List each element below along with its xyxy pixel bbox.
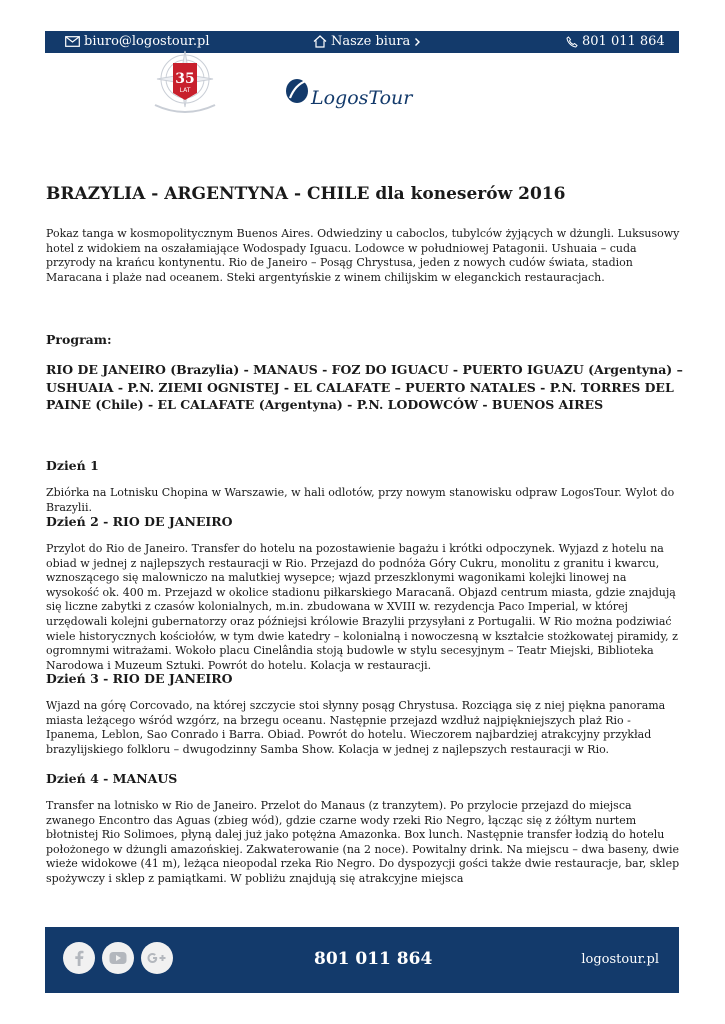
day-4-text: Transfer na lotnisko w Rio de Janeiro. Przelot do Manaus (z tranzytem). Po przylocie przejazd do miejsca zwanego Encontro das Aguas (zbieg wód), gdzie czarne wody rzeki Rio Negro, łącząc się z żółtym nurtem błotnistej Rio Solimoes, płyną dalej już jako potężna Amazonka. Box lunch. Następnie transfer łodzią do hotelu położonego w dżungli amazońskiej. Zakwaterowanie (na 2 noce). Powitalny drink. Na miejscu – dwa baseny, dwie wieże widokowe (41 m), leżąca nieopodal rzeka Rio Negro. Do dyspozycji gości także dwie restauracje, bar, sklep spożywczy i sklep z pamiątkami. W pobliżu znajdują się atrakcyjne miejsca (46, 799, 680, 885)
day-4-title: Dzień 4 - MANAUS (46, 771, 178, 786)
seal-word: LAT (179, 87, 191, 94)
day-3-text: Wjazd na górę Corcovado, na której szczycie stoi słynny posąg Chrystusa. Rozciąga się z niej piękna panorama miasta leżącego wśród wzgórz, na brzegu oceanu. Następnie przejazd wzdłuż najpiękniejszych plaż Rio - Ipanema, Leblon, Sao Conrado i Barra. Obiad. Powrót do hotelu. Wieczorem najbardziej atrakcyjny przykład brazylijskiego folkloru – dwugodzinny Samba Show. Kolacja w jednej z najlepszych restauracji w Rio. (46, 699, 666, 756)
footer-website-link[interactable]: logostour.pl (581, 952, 659, 967)
facebook-icon[interactable] (63, 942, 95, 974)
brand-name: LogosTour (311, 87, 413, 109)
day-2-title: Dzień 2 - RIO DE JANEIRO (46, 514, 233, 529)
page-title: BRAZYLIA - ARGENTYNA - CHILE dla koneserów 2016 (46, 184, 566, 204)
footer-phone[interactable]: 801 011 864 (314, 949, 433, 969)
offices-text: Nasze biura (331, 34, 411, 49)
phone-text: 801 011 864 (582, 34, 665, 49)
email-text: biuro@logostour.pl (84, 34, 210, 49)
youtube-icon[interactable] (102, 942, 134, 974)
logostour-logo[interactable] (284, 74, 413, 116)
program-label: Program: (46, 332, 112, 347)
phone-link[interactable] (566, 34, 665, 49)
google-plus-icon[interactable] (141, 942, 173, 974)
chevron-right-icon (414, 37, 421, 47)
top-contact-bar (45, 31, 679, 53)
route-description: RIO DE JANEIRO (Brazylia) - MANAUS - FOZ DO IGUACU - PUERTO IGUAZU (Argentyna) – USHUAIA - P.N. ZIEMI OGNISTEJ - EL CALAFATE – PUERTO NATALES - P.N. TORRES DEL PAINE (Chile) - EL CALAFATE (Argentyna) - P.N. LODOWCÓW - BUENOS AIRES (46, 362, 683, 412)
day-2-text: Przylot do Rio de Janeiro. Transfer do hotelu na pozostawienie bagażu i krótki odpoczynek. Wyjazd z hotelu na obiad w jednej z najlepszych restauracji w Rio. Przejazd do podnóża Góry Cukru, monolitu z granitu i kwarcu, wznoszącego się malowniczo na malutkiej wysepce; wjazd przeszklonymi wagonikami kolejki linowej na wysokość ok. 400 m. Przejazd w okolice stadionu piłkarskiego Maracanã. Objazd centrum miasta, gdzie znajdują się liczne zabytki z czasów kolonialnych, m.in. zbudowana w XVIII w. rezydencja Paco Imperial, w której urzędowali kolejni gubernatorzy oraz późniejsi królowie Brazylii przysyłani z Portugalii. W Rio można podziwiać wiele historycznych kościołów, w tym dwie katedry – kolonialną i nowoczesną w kształcie stożkowatej piramidy, z ogromnymi witrażami. Wokoło placu Cinelândia stoją budowle w stylu secesyjnym – Teatr Miejski, Biblioteka Narodowa i Muzeum Sztuki. Powrót do hotelu. Kolacja w restauracji. (46, 542, 678, 672)
email-link[interactable] (65, 34, 210, 49)
day-3-title: Dzień 3 - RIO DE JANEIRO (46, 671, 233, 686)
offer-header (46, 184, 680, 285)
home-icon (313, 35, 327, 48)
seal-number: 35 (175, 71, 195, 87)
anniversary-seal-logo (145, 53, 225, 115)
footer-bar (45, 927, 679, 993)
day-1-text: Zbiórka na Lotnisku Chopina w Warszawie, w hali odlotów, przy nowym stanowisku odpraw LogosTour. Wylot do Brazylii. (46, 486, 675, 514)
intro-paragraph: Pokaz tanga w kosmopolitycznym Buenos Aires. Odwiedziny u caboclos, tubylców żyjących w dżungli. Luksusowy hotel z widokiem na oszałamiające Wodospady Iguacu. Lodowce w południowej Patagonii. Ushuaia – cuda przyrody na krańcu kontynentu. Rio de Janeiro – Posąg Chrystusa, jeden z nowych cudów świata, stadion Maracana i plaże nad oceanem. Steki argentyńskie z winem chilijskim w eleganckich restauracjach. (46, 227, 680, 284)
envelope-icon (65, 36, 80, 47)
day-1-title: Dzień 1 (46, 458, 99, 473)
offices-link[interactable] (313, 34, 421, 49)
phone-icon (566, 36, 578, 48)
